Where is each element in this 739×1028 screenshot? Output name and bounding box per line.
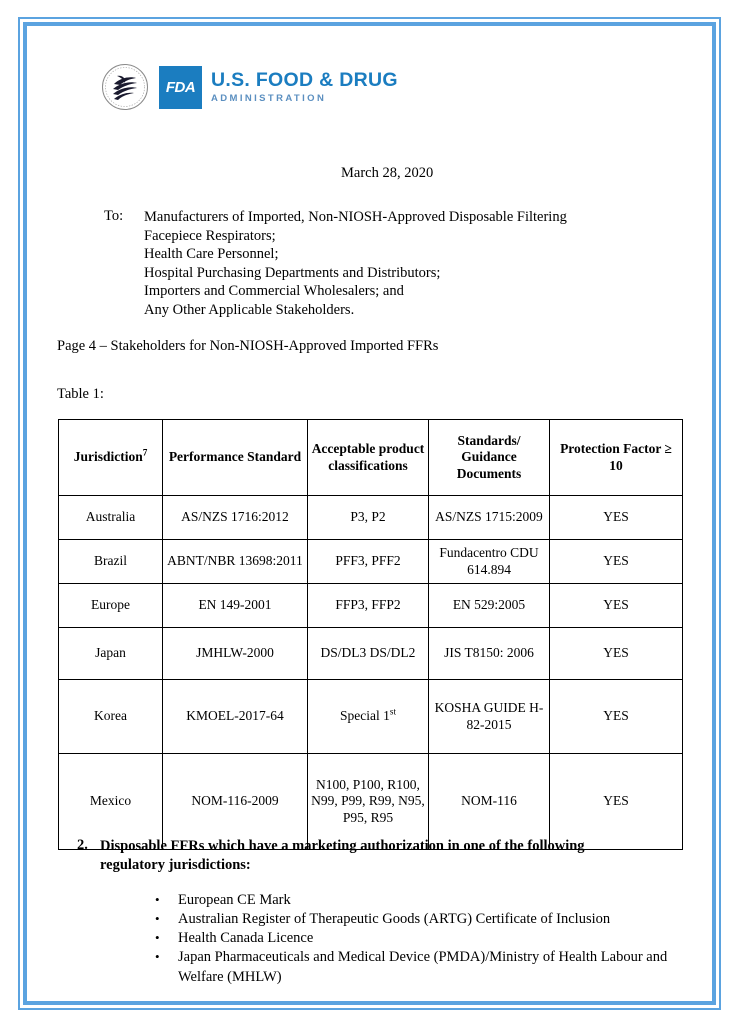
- cell-guidance-documents: NOM-116: [429, 754, 550, 850]
- column-header-guidance-documents: Standards/ Guidance Documents: [429, 420, 550, 496]
- cell-protection-factor: YES: [550, 540, 683, 584]
- letter-date: March 28, 2020: [341, 165, 434, 181]
- cell-protection-factor: YES: [550, 754, 683, 850]
- cell-performance-standard: ABNT/NBR 13698:2011: [163, 540, 308, 584]
- cell-product-classifications: Special 1st: [308, 680, 429, 754]
- table-body: [59, 496, 683, 850]
- cell-jurisdiction: Korea: [59, 680, 163, 754]
- fda-logo: [100, 62, 398, 112]
- cell-performance-standard: KMOEL-2017-64: [163, 680, 308, 754]
- cell-product-classifications: DS/DL3 DS/DL2: [308, 628, 429, 680]
- table-header-row: [59, 420, 683, 496]
- cell-product-classifications: N100, P100, R100, N99, P99, R99, N95, P95, R95: [308, 754, 429, 850]
- numbered-item-text: Disposable FFRs which have a marketing authorization in one of the following regulatory jurisdictions:: [100, 838, 585, 873]
- list-item: • Japan Pharmaceuticals and Medical Device (PMDA)/Ministry of Health Labour and Welfare (MHLW): [155, 948, 675, 986]
- cell-guidance-documents: KOSHA GUIDE H-82-2015: [429, 680, 550, 754]
- to-label: To:: [104, 208, 124, 224]
- cell-protection-factor: YES: [550, 496, 683, 540]
- cell-performance-standard: AS/NZS 1716:2012: [163, 496, 308, 540]
- cell-jurisdiction: Mexico: [59, 754, 163, 850]
- recipient-line: Hospital Purchasing Departments and Distributors;: [144, 264, 441, 281]
- table-caption: Table 1:: [57, 386, 104, 402]
- table-row: [59, 680, 683, 754]
- table-row: [59, 540, 683, 584]
- cell-protection-factor: YES: [550, 680, 683, 754]
- recipient-line: Any Other Applicable Stakeholders.: [144, 301, 355, 318]
- footnote-marker: 7: [142, 447, 148, 458]
- table-row: [59, 754, 683, 850]
- fda-abbrev-text: FDA: [165, 78, 196, 96]
- cell-performance-standard: NOM-116-2009: [163, 754, 308, 850]
- cell-product-classifications: P3, P2: [308, 496, 429, 540]
- fda-abbrev-box: [159, 66, 202, 109]
- cell-product-classifications: PFF3, PFF2: [308, 540, 429, 584]
- hhs-seal-icon: [100, 62, 150, 112]
- column-header-product-classifications: Acceptable product classifications: [308, 420, 429, 496]
- page-heading: Page 4 – Stakeholders for Non-NIOSH-Approved Imported FFRs: [57, 338, 439, 354]
- cell-jurisdiction: Japan: [59, 628, 163, 680]
- list-item: • European CE Mark: [155, 891, 675, 910]
- cell-jurisdiction: Australia: [59, 496, 163, 540]
- fda-agency-name: [211, 66, 398, 109]
- jurisdiction-bullet-list: [155, 891, 675, 987]
- table-header: [59, 420, 683, 496]
- cell-jurisdiction: Brazil: [59, 540, 163, 584]
- column-header-performance-standard: Performance Standard: [163, 420, 308, 496]
- cell-product-classifications: FFP3, FFP2: [308, 584, 429, 628]
- cell-guidance-documents: AS/NZS 1715:2009: [429, 496, 550, 540]
- fda-name-line2: ADMINISTRATION: [211, 93, 327, 105]
- cell-protection-factor: YES: [550, 584, 683, 628]
- column-header-protection-factor: Protection Factor ≥ 10: [550, 420, 683, 496]
- cell-jurisdiction: Europe: [59, 584, 163, 628]
- table-row: [59, 584, 683, 628]
- cell-performance-standard: JMHLW-2000: [163, 628, 308, 680]
- list-item: • Australian Register of Therapeutic Goods (ARTG) Certificate of Inclusion: [155, 910, 675, 929]
- column-header-jurisdiction: Jurisdiction$^7$: [59, 420, 163, 496]
- numbered-list-item: [77, 837, 645, 875]
- table-row: [59, 496, 683, 540]
- list-marker: 2.: [77, 837, 88, 853]
- recipient-line: Importers and Commercial Wholesalers; and: [144, 283, 404, 300]
- recipients-block: [104, 208, 614, 319]
- jurisdictions-table: [58, 419, 683, 850]
- fda-wordmark: [159, 66, 398, 109]
- cell-guidance-documents: JIS T8150: 2006: [429, 628, 550, 680]
- recipient-line: Manufacturers of Imported, Non-NIOSH-Approved Disposable Filtering Facepiece Respirators;: [144, 209, 567, 244]
- recipients-list: [144, 208, 614, 319]
- cell-protection-factor: YES: [550, 628, 683, 680]
- cell-guidance-documents: EN 529:2005: [429, 584, 550, 628]
- fda-name-line1: U.S. FOOD & DRUG: [211, 68, 398, 91]
- table-row: [59, 628, 683, 680]
- list-item: • Health Canada Licence: [155, 929, 675, 948]
- cell-guidance-documents: Fundacentro CDU 614.894: [429, 540, 550, 584]
- cell-performance-standard: EN 149-2001: [163, 584, 308, 628]
- recipient-line: Health Care Personnel;: [144, 246, 279, 263]
